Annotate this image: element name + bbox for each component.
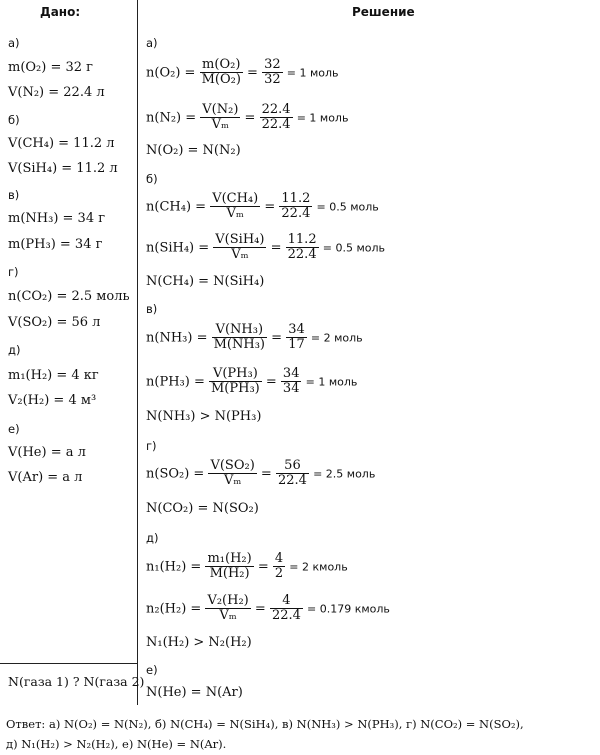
given-e-label: е) [8, 422, 20, 436]
given-a1: m(O₂) = 32 г [8, 60, 93, 75]
solution-d2 [146, 594, 390, 624]
v2-result: = 1 моль [305, 375, 358, 389]
v1-den: M(NH₃) [213, 337, 265, 353]
solution-g1 [146, 459, 375, 489]
g1-value-fraction [276, 459, 309, 489]
b2-fraction [213, 233, 266, 263]
given-d1: m₁(H₂) = 4 кг [8, 368, 99, 383]
solution-a3: N(O₂) = N(N₂) [146, 143, 241, 158]
d1-den: M(H₂) [209, 566, 250, 582]
a2-vden: 22.4 [261, 117, 291, 133]
a1-vden: 32 [264, 72, 281, 88]
b2-value-fraction [286, 233, 319, 263]
given-v-label: в) [8, 188, 20, 202]
a2-vnum: 22.4 [261, 102, 291, 117]
a1-lhs: n(O₂) = [146, 65, 196, 81]
v2-vnum: 34 [282, 366, 300, 381]
find-statement: N(газа 1) ? N(газа 2) [8, 674, 145, 689]
given-b-label: б) [8, 113, 20, 127]
d2-lhs: n₂(H₂) = [146, 601, 202, 617]
solution-b2 [146, 233, 385, 263]
g1-result: = 2.5 моль [313, 467, 376, 481]
b2-eq: = [270, 240, 282, 256]
given-b2: V(SiH₄) = 11.2 л [8, 161, 118, 176]
b1-num: V(CH₄) [212, 191, 259, 206]
solution-d3: N₁(H₂) > N₂(H₂) [146, 635, 252, 650]
solution-a-label: а) [146, 36, 158, 50]
g1-fraction [208, 459, 256, 489]
solution-d-label: д) [146, 531, 159, 545]
given-d2: V₂(H₂) = 4 м³ [8, 393, 97, 408]
solution-header: Решение [352, 5, 415, 19]
solution-d1 [146, 552, 348, 582]
given-d-label: д) [8, 343, 21, 357]
b1-eq: = [264, 199, 276, 215]
v2-value-fraction [281, 367, 302, 397]
d2-eq: = [254, 601, 266, 617]
v2-num: V(PH₃) [209, 367, 262, 382]
answer-line-1: Ответ: а) N(O₂) = N(N₂), б) N(CH₄) = N(SiH₄), в) N(NH₃) > N(PH₃), г) N(CO₂) = N(SO₂), [6, 717, 524, 731]
a1-num: m(O₂) [200, 58, 243, 73]
answer-line-2: д) N₁(H₂) > N₂(H₂), е) N(He) = N(Ar). [6, 737, 227, 751]
g1-den: Vₘ [223, 473, 242, 489]
b1-fraction [210, 192, 260, 222]
a1-den: M(O₂) [201, 72, 241, 88]
a2-num: V(N₂) [202, 102, 239, 117]
given-a2: V(N₂) = 22.4 л [8, 85, 105, 100]
given-b1: V(CH₄) = 11.2 л [8, 136, 115, 151]
v2-lhs: n(PH₃) = [146, 374, 205, 390]
a1-value-fraction [262, 58, 283, 88]
a1-result: = 1 моль [286, 66, 339, 80]
g1-lhs: n(SO₂) = [146, 466, 205, 482]
d1-fraction [205, 552, 253, 582]
given-e2: V(Ar) = a л [8, 470, 83, 485]
a2-eq: = [244, 110, 256, 126]
b2-vden: 22.4 [287, 247, 317, 263]
b2-result: = 0.5 моль [322, 241, 385, 255]
d2-num: V₂(H₂) [207, 593, 249, 608]
a2-result: = 1 моль [296, 111, 349, 125]
a2-fraction [200, 103, 240, 133]
v2-fraction [209, 367, 262, 397]
solution-e-label: е) [146, 663, 158, 677]
solution-v2 [146, 367, 357, 397]
solution-b3: N(CH₄) = N(SiH₄) [146, 274, 265, 289]
given-v2: m(PH₃) = 34 г [8, 237, 103, 252]
d1-lhs: n₁(H₂) = [146, 559, 202, 575]
v1-vnum: 34 [288, 322, 305, 337]
v2-vden: 34 [282, 381, 300, 397]
d2-fraction [205, 594, 250, 624]
v1-lhs: n(NH₃) = [146, 330, 208, 346]
solution-b-label: б) [146, 172, 158, 186]
given-g1: n(CO₂) = 2.5 моль [8, 289, 130, 304]
g1-num: V(SO₂) [210, 458, 255, 473]
g1-vnum: 56 [276, 459, 309, 474]
solution-v3: N(NH₃) > N(PH₃) [146, 409, 262, 424]
d1-eq: = [257, 559, 269, 575]
solution-v-label: в) [146, 302, 158, 316]
d2-vnum: 4 [270, 594, 303, 609]
v1-value-fraction [286, 323, 307, 353]
v1-result: = 2 моль [310, 331, 363, 345]
solution-b1 [146, 192, 379, 222]
d2-result: = 0.179 кмоль [307, 602, 390, 616]
b2-num: V(SiH₄) [215, 232, 265, 247]
v1-num: V(NH₃) [212, 323, 267, 338]
given-g2: V(SO₂) = 56 л [8, 315, 101, 330]
solution-a2 [146, 103, 348, 133]
a1-fraction [200, 58, 243, 88]
b2-vnum: 11.2 [287, 232, 317, 247]
d1-value-fraction [273, 552, 285, 582]
a2-lhs: n(N₂) = [146, 110, 197, 126]
b1-result: = 0.5 моль [316, 200, 379, 214]
d1-result: = 2 кмоль [289, 560, 348, 574]
b1-lhs: n(CH₄) = [146, 199, 207, 215]
b1-den: Vₘ [226, 206, 244, 222]
given-a-label: а) [8, 36, 20, 50]
solution-v1 [146, 323, 363, 353]
a1-vnum: 32 [264, 57, 281, 72]
b1-value-fraction [279, 192, 312, 222]
d1-num: m₁(H₂) [207, 551, 252, 566]
g1-eq: = [260, 466, 272, 482]
v1-fraction [212, 323, 267, 353]
b2-den: Vₘ [231, 247, 249, 263]
a1-eq: = [247, 65, 258, 81]
solution-g-label: г) [146, 439, 157, 453]
solution-g2: N(CO₂) = N(SO₂) [146, 501, 259, 516]
given-header: Дано: [40, 5, 81, 19]
d2-value-fraction [270, 594, 303, 624]
given-g-label: г) [8, 265, 19, 279]
d2-den: Vₘ [219, 608, 237, 624]
b1-vnum: 11.2 [281, 191, 311, 206]
given-e1: V(He) = a л [8, 445, 86, 460]
solution-a1 [146, 58, 339, 88]
column-divider [137, 0, 138, 705]
given-v1: m(NH₃) = 34 г [8, 211, 106, 226]
find-divider [0, 663, 137, 664]
d2-vden: 22.4 [271, 608, 301, 624]
a2-value-fraction [260, 103, 293, 133]
g1-vden: 22.4 [277, 473, 307, 489]
v1-eq: = [271, 330, 283, 346]
a2-den: Vₘ [211, 117, 230, 133]
v1-vden: 17 [288, 337, 305, 353]
d1-vden: 2 [274, 566, 284, 582]
b2-lhs: n(SiH₄) = [146, 240, 210, 256]
d1-vnum: 4 [274, 551, 284, 566]
v2-eq: = [265, 374, 277, 390]
b1-vden: 22.4 [281, 206, 311, 222]
solution-e1: N(He) = N(Ar) [146, 685, 243, 700]
v2-den: M(PH₃) [210, 381, 260, 397]
